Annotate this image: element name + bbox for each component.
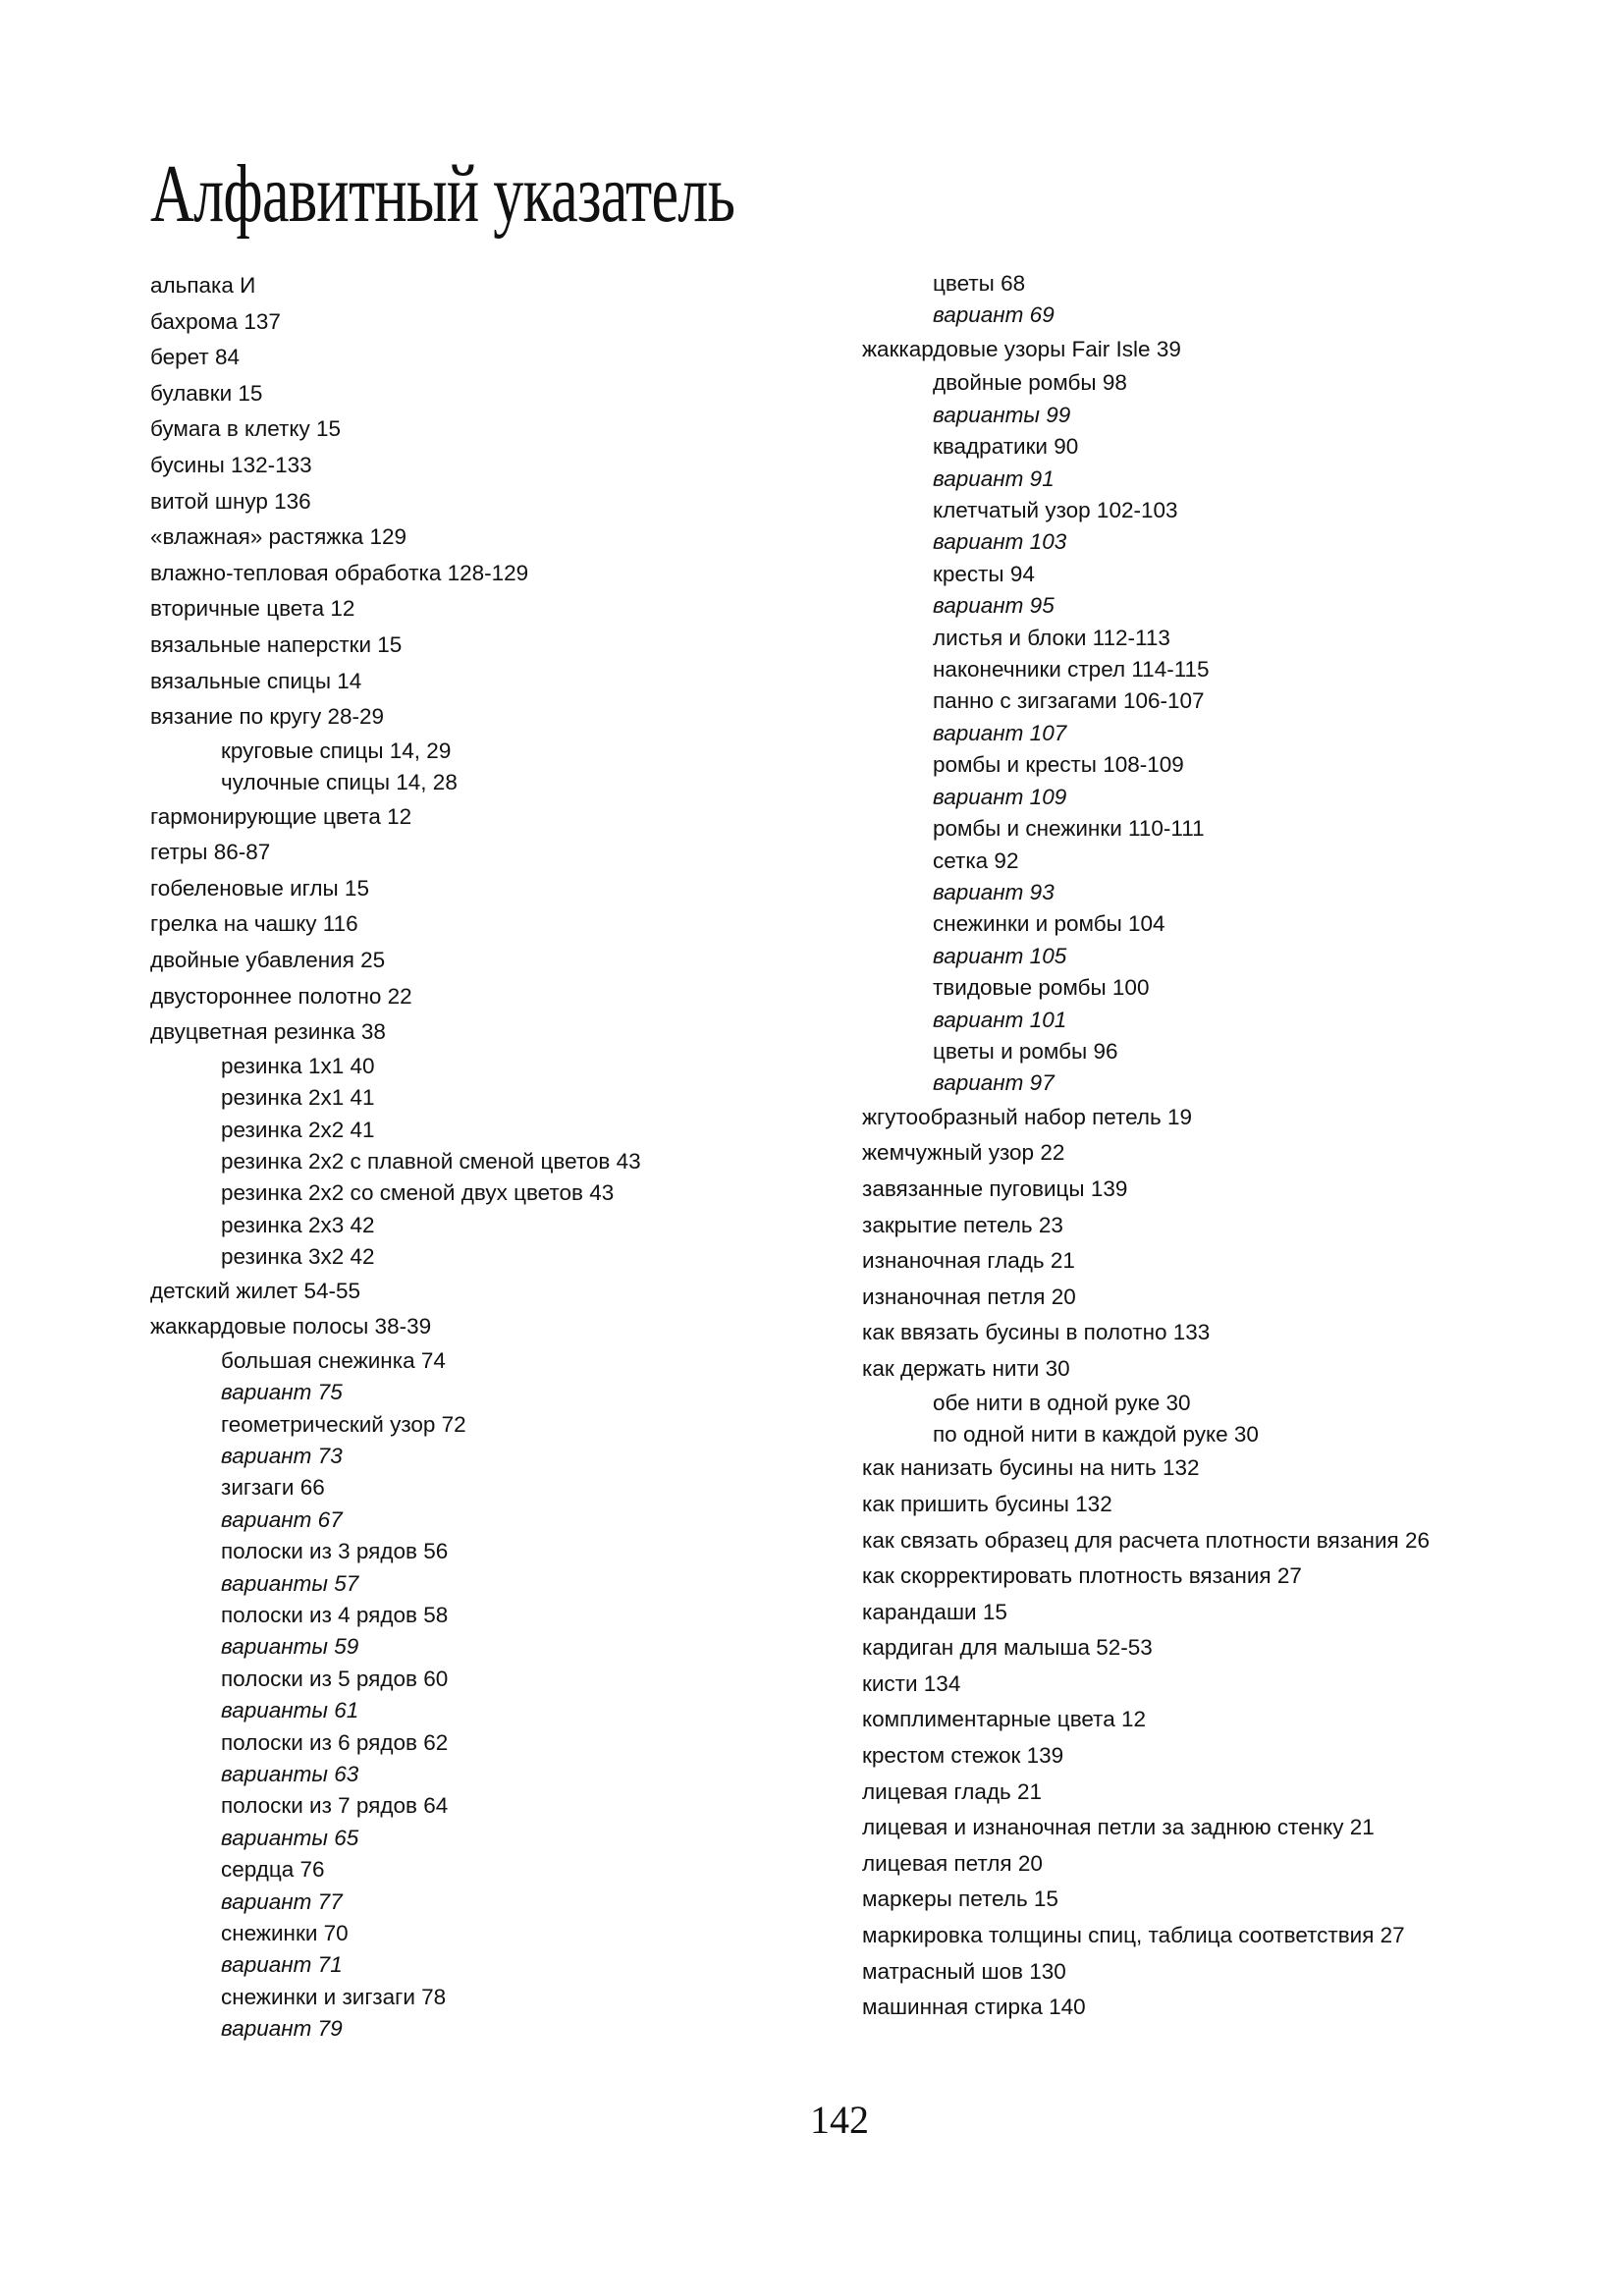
- index-entry: как скорректировать плотность вязания 27: [862, 1563, 1302, 1589]
- index-entry: альпака И: [150, 273, 256, 298]
- index-entry: влажно-тепловая обработка 128-129: [150, 560, 529, 585]
- index-entry: жаккардовые полосы 38-39: [150, 1314, 432, 1339]
- index-entry: гармонирующие цвета 12: [150, 803, 412, 829]
- index-subentry: резинка 2x2 41: [221, 1117, 375, 1142]
- index-subentry: панно с зигзагами 106-107: [933, 688, 1205, 714]
- index-subentry: вариант 95: [933, 593, 1055, 619]
- index-entry: матрасный шов 130: [862, 1958, 1066, 1984]
- index-subentry: вариант 109: [933, 784, 1067, 809]
- index-entry: двойные убавления 25: [150, 947, 386, 972]
- index-entry: машинная стирка 140: [862, 1995, 1086, 2020]
- index-subentry: круговые спицы 14, 29: [221, 738, 452, 763]
- index-subentry: вариант 77: [221, 1888, 343, 1914]
- index-entry: как держать нити 30: [862, 1355, 1070, 1381]
- index-entry: двуцветная резинка 38: [150, 1019, 386, 1045]
- index-subentry: резинка 1x1 40: [221, 1053, 375, 1078]
- index-subentry: полоски из 3 рядов 56: [221, 1539, 449, 1564]
- index-subentry: вариант 97: [933, 1070, 1055, 1096]
- index-entry: жемчужный узор 22: [862, 1140, 1065, 1166]
- index-subentry: полоски из 6 рядов 62: [221, 1729, 449, 1755]
- index-subentry: ромбы и снежинки 110-111: [933, 816, 1205, 842]
- index-subentry: резинка 2x2 с плавной сменой цветов 43: [221, 1148, 641, 1174]
- index-subentry: снежинки и ромбы 104: [933, 911, 1165, 937]
- index-subentry: полоски из 7 рядов 64: [221, 1793, 449, 1819]
- index-subentry: чулочные спицы 14, 28: [221, 770, 458, 795]
- index-entry: булавки 15: [150, 380, 263, 406]
- index-subentry: вариант 93: [933, 879, 1055, 904]
- index-subentry: снежинки и зигзаги 78: [221, 1984, 447, 2009]
- index-subentry: наконечники стрел 114-115: [933, 657, 1210, 683]
- index-subentry: твидовые ромбы 100: [933, 975, 1150, 1001]
- index-entry: как ввязать бусины в полотно 133: [862, 1320, 1211, 1345]
- index-entry: гобеленовые иглы 15: [150, 875, 369, 901]
- index-entry: берет 84: [150, 345, 241, 370]
- page-title: Алфавитный указатель: [150, 148, 735, 240]
- index-entry: крестом стежок 139: [862, 1743, 1064, 1769]
- index-subentry: резинка 2x1 41: [221, 1085, 375, 1111]
- index-entry: карандаши 15: [862, 1599, 1007, 1624]
- index-entry: жгутообразный набор петель 19: [862, 1104, 1192, 1129]
- index-subentry: варианты 57: [221, 1570, 359, 1596]
- index-column-right: [862, 268, 1589, 2026]
- index-subentry: цветы 68: [933, 271, 1026, 296]
- page-number: 142: [810, 2098, 869, 2142]
- index-entry: как связать образец для расчета плотности вязания 26: [862, 1527, 1430, 1553]
- index-subentry: резинка 2x2 со сменой двух цветов 43: [221, 1180, 615, 1206]
- index-entry: как нанизать бусины на нить 132: [862, 1455, 1200, 1481]
- index-entry: жаккардовые узоры Fair Isle 39: [862, 336, 1181, 361]
- index-entry: комплиментарные цвета 12: [862, 1707, 1147, 1732]
- index-subentry: вариант 73: [221, 1443, 343, 1468]
- index-entry: лицевая и изнаночная петли за заднюю стенку 21: [862, 1815, 1375, 1840]
- index-subentry: варианты 63: [221, 1762, 359, 1786]
- index-subentry: обе нити в одной руке 30: [933, 1390, 1191, 1415]
- index-entry: гетры 86-87: [150, 840, 271, 865]
- index-entry: завязанные пуговицы 139: [862, 1175, 1128, 1201]
- index-subentry: вариант 103: [933, 529, 1067, 555]
- index-subentry: вариант 71: [221, 1952, 343, 1978]
- index-subentry: варианты 59: [221, 1634, 359, 1660]
- index-subentry: вариант 69: [933, 302, 1055, 328]
- index-subentry: варианты 65: [221, 1825, 359, 1850]
- index-entry: бумага в клетку 15: [150, 416, 341, 442]
- index-entry: «влажная» растяжка 129: [150, 524, 406, 550]
- index-subentry: вариант 91: [933, 465, 1055, 491]
- index-subentry: цветы и ромбы 96: [933, 1038, 1118, 1064]
- index-entry: вязальные наперстки 15: [150, 631, 403, 657]
- index-entry: бусины 132-133: [150, 452, 312, 477]
- index-subentry: вариант 107: [933, 720, 1067, 745]
- index-subentry: геометрический узор 72: [221, 1411, 466, 1437]
- index-entry: изнаночная гладь 21: [862, 1248, 1075, 1274]
- index-subentry: большая снежинка 74: [221, 1347, 446, 1373]
- index-subentry: сердца 76: [221, 1857, 325, 1883]
- index-entry: маркеры петель 15: [862, 1886, 1058, 1912]
- index-entry: двустороннее полотно 22: [150, 983, 412, 1009]
- index-entry: маркировка толщины спиц, таблица соответствия 27: [862, 1923, 1405, 1948]
- index-entry: вторичные цвета 12: [150, 596, 355, 622]
- index-entry: лицевая гладь 21: [862, 1778, 1042, 1804]
- index-subentry: клетчатый узор 102-103: [933, 498, 1178, 523]
- index-subentry: снежинки 70: [221, 1921, 349, 1946]
- index-subentry: полоски из 4 рядов 58: [221, 1602, 449, 1627]
- index-entry: бахрома 137: [150, 308, 281, 334]
- index-subentry: двойные ромбы 98: [933, 370, 1127, 396]
- index-entry: изнаночная петля 20: [862, 1284, 1076, 1309]
- index-subentry: квадратики 90: [933, 434, 1079, 460]
- index-subentry: зигзаги 66: [221, 1475, 325, 1501]
- index-entry: лицевая петля 20: [862, 1850, 1043, 1876]
- index-subentry: вариант 79: [221, 2016, 343, 2042]
- index-subentry: варианты 99: [933, 402, 1071, 427]
- index-entry: кисти 134: [862, 1670, 961, 1696]
- index-subentry: вариант 101: [933, 1007, 1067, 1032]
- index-subentry: кресты 94: [933, 561, 1035, 586]
- index-subentry: варианты 61: [221, 1698, 359, 1723]
- index-subentry: резинка 2x3 42: [221, 1212, 375, 1237]
- index-entry: вязальные спицы 14: [150, 668, 362, 693]
- index-entry: грелка на чашку 116: [150, 911, 358, 937]
- index-subentry: вариант 105: [933, 943, 1067, 968]
- index-entry: закрытие петель 23: [862, 1212, 1063, 1237]
- index-column-left: [150, 268, 857, 2046]
- index-entry: как пришить бусины 132: [862, 1491, 1112, 1516]
- index-subentry: полоски из 5 рядов 60: [221, 1666, 449, 1691]
- index-subentry: листья и блоки 112-113: [933, 625, 1170, 650]
- index-subentry: вариант 67: [221, 1506, 343, 1532]
- index-entry: детский жилет 54-55: [150, 1278, 361, 1303]
- index-subentry: ромбы и кресты 108-109: [933, 752, 1184, 778]
- index-subentry: вариант 75: [221, 1380, 343, 1405]
- index-entry: витой шнур 136: [150, 488, 311, 514]
- index-subentry: по одной нити в каждой руке 30: [933, 1421, 1259, 1447]
- index-entry: кардиган для малыша 52-53: [862, 1635, 1153, 1661]
- index-subentry: резинка 3x2 42: [221, 1244, 375, 1270]
- index-subentry: сетка 92: [933, 847, 1019, 873]
- index-entry: вязание по кругу 28-29: [150, 704, 385, 730]
